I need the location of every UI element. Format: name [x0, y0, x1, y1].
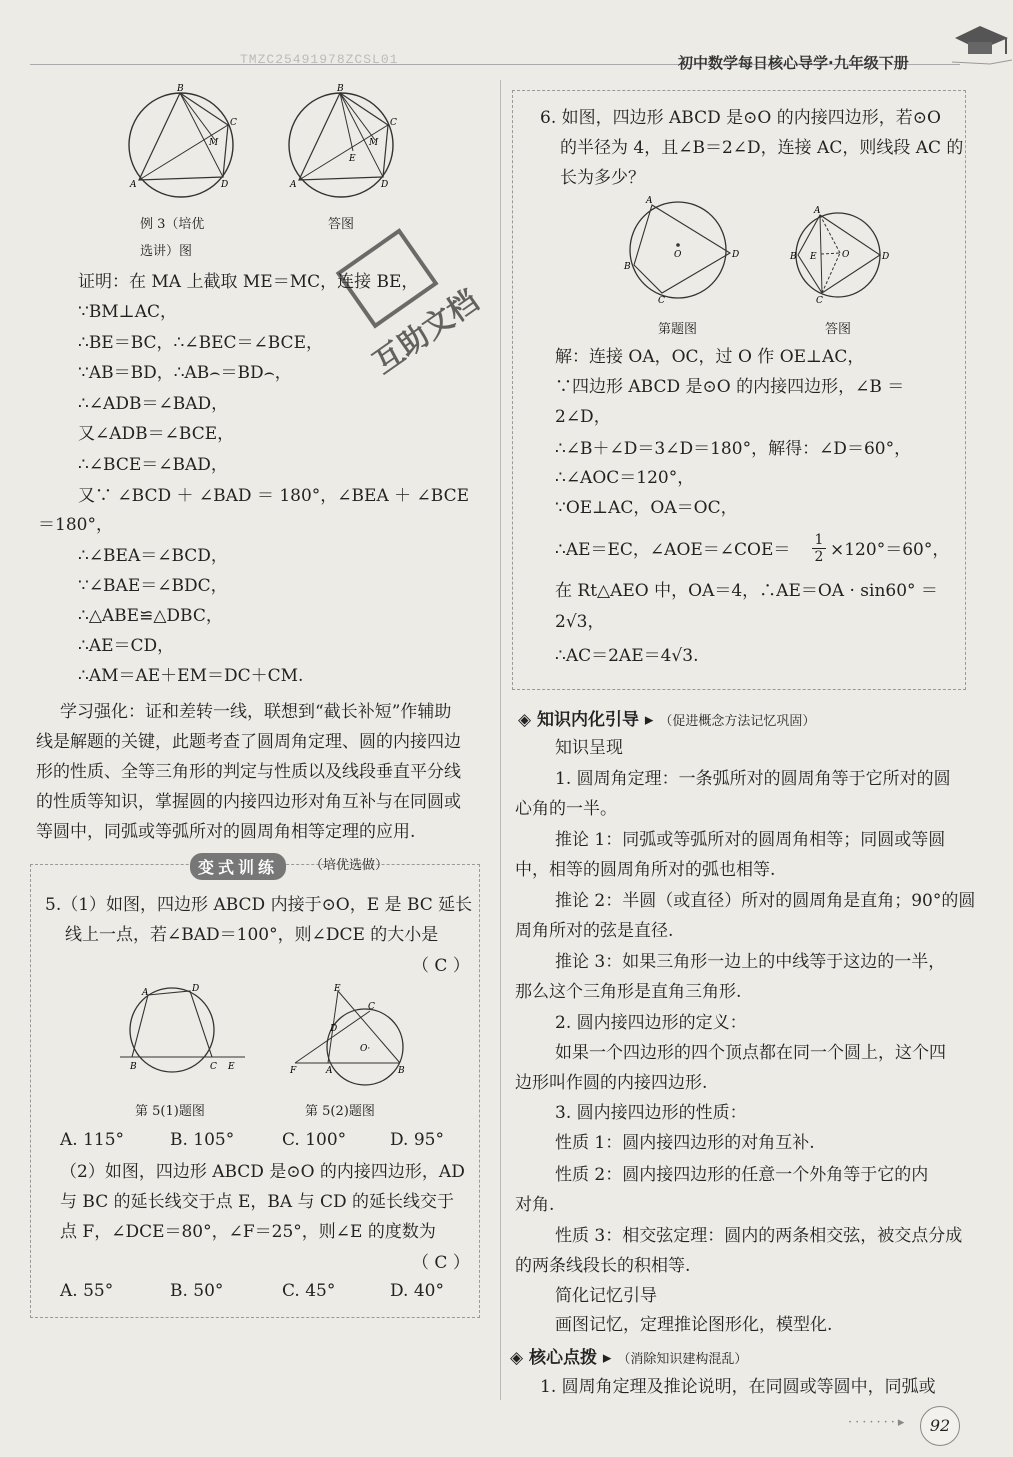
- svg-text:C: C: [210, 1062, 217, 1072]
- answer-caption: 答图: [328, 217, 355, 232]
- proof-line-8: 又∵ ∠BCD ＋ ∠BAD ＝ 180°，∠BEA ＋ ∠BCE: [78, 486, 469, 506]
- example-caption-2: 选讲）图: [140, 244, 193, 259]
- fig5-2-caption: 第 5(2)题图: [305, 1104, 375, 1119]
- figure-5-1: [120, 985, 250, 1085]
- proof-line-9: ＝180°，: [38, 515, 113, 535]
- svg-text:A: A: [814, 206, 821, 216]
- q5-1-line-2: 线上一点，若∠BAD＝100°，则∠DCE 的大小是: [65, 925, 439, 945]
- diamond-icon: ◈: [510, 1348, 524, 1368]
- knowledge-line-9: 那么这个三角形是直角三角形.: [515, 982, 742, 1002]
- q5-1-option-d: D. 95°: [390, 1130, 444, 1150]
- variant-title: 变式训练: [198, 858, 279, 877]
- q5-1-option-b: B. 105°: [170, 1130, 235, 1150]
- section-core-title: [510, 1343, 747, 1368]
- svg-text:C: C: [368, 1002, 375, 1012]
- header-code: TMZC25491978ZCSL01: [240, 52, 399, 67]
- solution-line-9: 2√3，: [555, 612, 605, 632]
- q5-2-option-b: B. 50°: [170, 1281, 224, 1301]
- triangle-icon: ▸: [644, 710, 654, 730]
- svg-text:D: D: [192, 984, 200, 994]
- knowledge-line-3: 心角的一半。: [515, 799, 617, 819]
- svg-text:A: A: [646, 196, 653, 206]
- section-core-label: 核心点拨: [529, 1348, 597, 1368]
- svg-text:B: B: [624, 262, 631, 272]
- solution-line-5: ∴∠AOC＝120°，: [555, 468, 695, 488]
- section-knowledge-sub: （促进概念方法记忆巩固）: [659, 714, 816, 729]
- fig6-answer-caption: 答图: [825, 322, 852, 337]
- summary-line-3: 形的性质、全等三角形的判定与性质以及线段垂直平分线: [36, 762, 461, 782]
- q5-2-line-3: 点 F，∠DCE＝80°，∠F＝25°，则∠E 的度数为: [60, 1222, 436, 1242]
- variant-title-badge: [190, 853, 286, 880]
- stamp-text: 互助文档: [366, 283, 486, 382]
- q5-2-option-a: A. 55°: [60, 1281, 114, 1301]
- svg-text:B: B: [337, 84, 344, 94]
- section-knowledge-title: [518, 705, 815, 730]
- column-divider: [500, 80, 501, 1400]
- book-title: 初中数学每日核心导学·九年级下册: [678, 54, 909, 72]
- knowledge-line-20: 画图记忆，定理推论图形化，模型化.: [555, 1315, 833, 1335]
- proof-line-4: ∵AB＝BD，∴AB⌢＝BD⌢，: [78, 363, 292, 383]
- knowledge-line-15: 性质 2：圆内接四边形的任意一个外角等于它的内: [555, 1165, 929, 1185]
- knowledge-line-2: 1. 圆周角定理：一条弧所对的圆周角等于它所对的圆: [555, 769, 951, 789]
- svg-text:M: M: [209, 138, 219, 148]
- solution-line-10: ∴AC＝2AE＝4√3.: [555, 646, 699, 666]
- variant-subtitle: （培优选做）: [310, 858, 389, 873]
- proof-line-11: ∵∠BAE＝∠BDC，: [78, 576, 228, 596]
- triangle-icon: ▸: [602, 1348, 612, 1368]
- svg-text:A: A: [326, 1066, 333, 1076]
- svg-text:D: D: [330, 1024, 338, 1034]
- knowledge-line-17: 性质 3：相交弦定理：圆内的两条相交弦，被交点分成: [555, 1226, 963, 1246]
- fraction-half: [812, 532, 826, 565]
- knowledge-line-5: 中，相等的圆周角所对的弧也相等.: [515, 860, 776, 880]
- solution-line-7: ∴AE＝EC，∠AOE＝∠COE＝: [555, 540, 791, 560]
- knowledge-line-16: 对角.: [515, 1195, 555, 1215]
- knowledge-line-14: 性质 1：圆内接四边形的对角互补.: [555, 1133, 815, 1153]
- proof-line-14: ∴AM＝AE＋EM＝DC＋CM.: [78, 666, 304, 686]
- svg-text:B: B: [790, 252, 797, 262]
- solution-line-4: ∴∠B＋∠D＝3∠D＝180°，解得：∠D＝60°，: [555, 439, 912, 459]
- svg-text:B: B: [177, 84, 184, 94]
- knowledge-line-12: 边形叫作圆的内接四边形.: [515, 1073, 708, 1093]
- q5-1-option-a: A. 115°: [60, 1130, 125, 1150]
- svg-text:C: C: [230, 118, 237, 128]
- solution-line-6: ∵OE⊥AC，OA＝OC，: [555, 498, 738, 518]
- solution-line-7b: ×120°＝60°，: [830, 540, 950, 560]
- svg-text:D: D: [221, 180, 229, 190]
- example-caption: 例 3（培优: [140, 217, 205, 232]
- graduation-cap-icon: [950, 20, 1010, 70]
- knowledge-line-11: 如果一个四边形的四个顶点都在同一个圆上，这个四: [555, 1043, 946, 1063]
- solution-line-8: 在 Rt△AEO 中，OA＝4，∴AE＝OA · sin60° ＝: [555, 581, 938, 601]
- example-answer-figure: [285, 85, 405, 195]
- summary-line-4: 的性质等知识，掌握圆的内接四边形对角互补与在同圆或: [36, 792, 461, 812]
- q6-line-1: 6. 如图，四边形 ABCD 是⊙O 的内接四边形，若⊙O: [540, 108, 941, 128]
- solution-line-2: ∵四边形 ABCD 是⊙O 的内接四边形，∠B ＝: [555, 377, 905, 397]
- example-figure: [125, 85, 245, 195]
- svg-text:D: D: [381, 180, 389, 190]
- summary-line-1: 学习强化：证和差转一线，联想到“截长补短”作辅助: [60, 702, 452, 722]
- figure-5-2: [290, 985, 420, 1085]
- q5-2-answer: （ C ）: [412, 1253, 470, 1273]
- fraction-numerator: 1: [812, 532, 826, 549]
- svg-text:B: B: [130, 1062, 137, 1072]
- svg-text:C: C: [658, 296, 665, 306]
- proof-line-10: ∴∠BEA＝∠BCD，: [78, 546, 228, 566]
- q6-line-3: 长为多少？: [560, 168, 645, 188]
- fig6-caption: 第题图: [658, 322, 698, 337]
- proof-line-1: 证明：在 MA 上截取 ME＝MC，连接 BE，: [78, 272, 419, 292]
- fraction-denominator: 2: [814, 549, 824, 565]
- knowledge-line-1: 知识呈现: [555, 738, 623, 758]
- q5-2-line-1: （2）如图，四边形 ABCD 是⊙O 的内接四边形，AD: [60, 1162, 465, 1182]
- knowledge-line-13: 3. 圆内接四边形的性质：: [555, 1103, 747, 1123]
- q5-1-line-1: 5.（1）如图，四边形 ABCD 内接于⊙O，E 是 BC 延长: [45, 895, 473, 915]
- page-number-badge: [920, 1406, 960, 1446]
- q5-2-option-c: C. 45°: [282, 1281, 336, 1301]
- svg-text:E: E: [810, 252, 817, 262]
- svg-text:E: E: [228, 1062, 235, 1072]
- diamond-icon: ◈: [518, 710, 532, 730]
- figure-6-answer: [790, 205, 900, 305]
- proof-line-6: 又∠ADB＝∠BCE，: [78, 424, 235, 444]
- svg-text:O: O: [674, 250, 682, 260]
- knowledge-line-10: 2. 圆内接四边形的定义：: [555, 1013, 747, 1033]
- svg-text:B: B: [398, 1066, 405, 1076]
- knowledge-line-6: 推论 2：半圆（或直径）所对的圆周角是直角；90°的圆: [555, 891, 976, 911]
- svg-text:D: D: [882, 252, 890, 262]
- q5-2-line-2: 与 BC 的延长线交于点 E，BA 与 CD 的延长线交于: [60, 1192, 455, 1212]
- solution-line-1: 解：连接 OA，OC，过 O 作 OE⊥AC，: [555, 347, 865, 367]
- page-dots: ·······▸: [848, 1415, 908, 1430]
- proof-line-12: ∴△ABE≌△DBC，: [78, 606, 223, 626]
- knowledge-line-7: 周角所对的弦是直径.: [515, 921, 674, 941]
- knowledge-line-19: 简化记忆引导: [555, 1286, 657, 1306]
- svg-text:O·: O·: [360, 1044, 371, 1054]
- core-line-1: 1. 圆周角定理及推论说明，在同圆或等圆中，同弧或: [540, 1377, 936, 1397]
- svg-text:F: F: [290, 1066, 297, 1076]
- proof-line-2: ∵BM⊥AC，: [78, 302, 177, 322]
- proof-line-13: ∴AE＝CD，: [78, 636, 175, 656]
- summary-line-5: 等圆中，同弧或等弧所对的圆周角相等定理的应用.: [36, 822, 416, 842]
- svg-text:D: D: [732, 250, 740, 260]
- section-knowledge-label: 知识内化引导: [537, 710, 639, 730]
- proof-line-7: ∴∠BCE＝∠BAD，: [78, 455, 228, 475]
- svg-text:A: A: [290, 180, 297, 190]
- section-core-sub: （消除知识建构混乱）: [617, 1352, 748, 1367]
- svg-text:O: O: [842, 250, 850, 260]
- svg-text:C: C: [390, 118, 397, 128]
- summary-line-2: 线是解题的关键，此题考查了圆周角定理、圆的内接四边: [36, 732, 461, 752]
- solution-line-3: 2∠D，: [555, 407, 611, 427]
- page-number: 92: [929, 1416, 951, 1435]
- proof-line-3: ∴BE＝BC，∴∠BEC＝∠BCE，: [78, 333, 323, 353]
- svg-text:E: E: [349, 154, 356, 164]
- q5-1-option-c: C. 100°: [282, 1130, 347, 1150]
- figure-6: [622, 195, 742, 305]
- stamp-watermark: [291, 188, 508, 403]
- svg-text:C: C: [816, 296, 823, 306]
- q5-1-answer: （ C ）: [412, 956, 470, 976]
- q6-line-2: 的半径为 4，且∠B＝2∠D，连接 AC，则线段 AC 的: [560, 138, 964, 158]
- q5-2-option-d: D. 40°: [390, 1281, 444, 1301]
- svg-text:E: E: [334, 984, 341, 994]
- proof-line-5: ∴∠ADB＝∠BAD，: [78, 394, 229, 414]
- fig5-1-caption: 第 5(1)题图: [135, 1104, 205, 1119]
- knowledge-line-8: 推论 3：如果三角形一边上的中线等于这边的一半，: [555, 952, 946, 972]
- svg-text:M: M: [369, 138, 379, 148]
- svg-text:A: A: [142, 988, 149, 998]
- svg-text:A: A: [130, 180, 137, 190]
- knowledge-line-18: 的两条线段长的积相等.: [515, 1256, 691, 1276]
- knowledge-line-4: 推论 1：同弧或等弧所对的圆周角相等；同圆或等圆: [555, 830, 946, 850]
